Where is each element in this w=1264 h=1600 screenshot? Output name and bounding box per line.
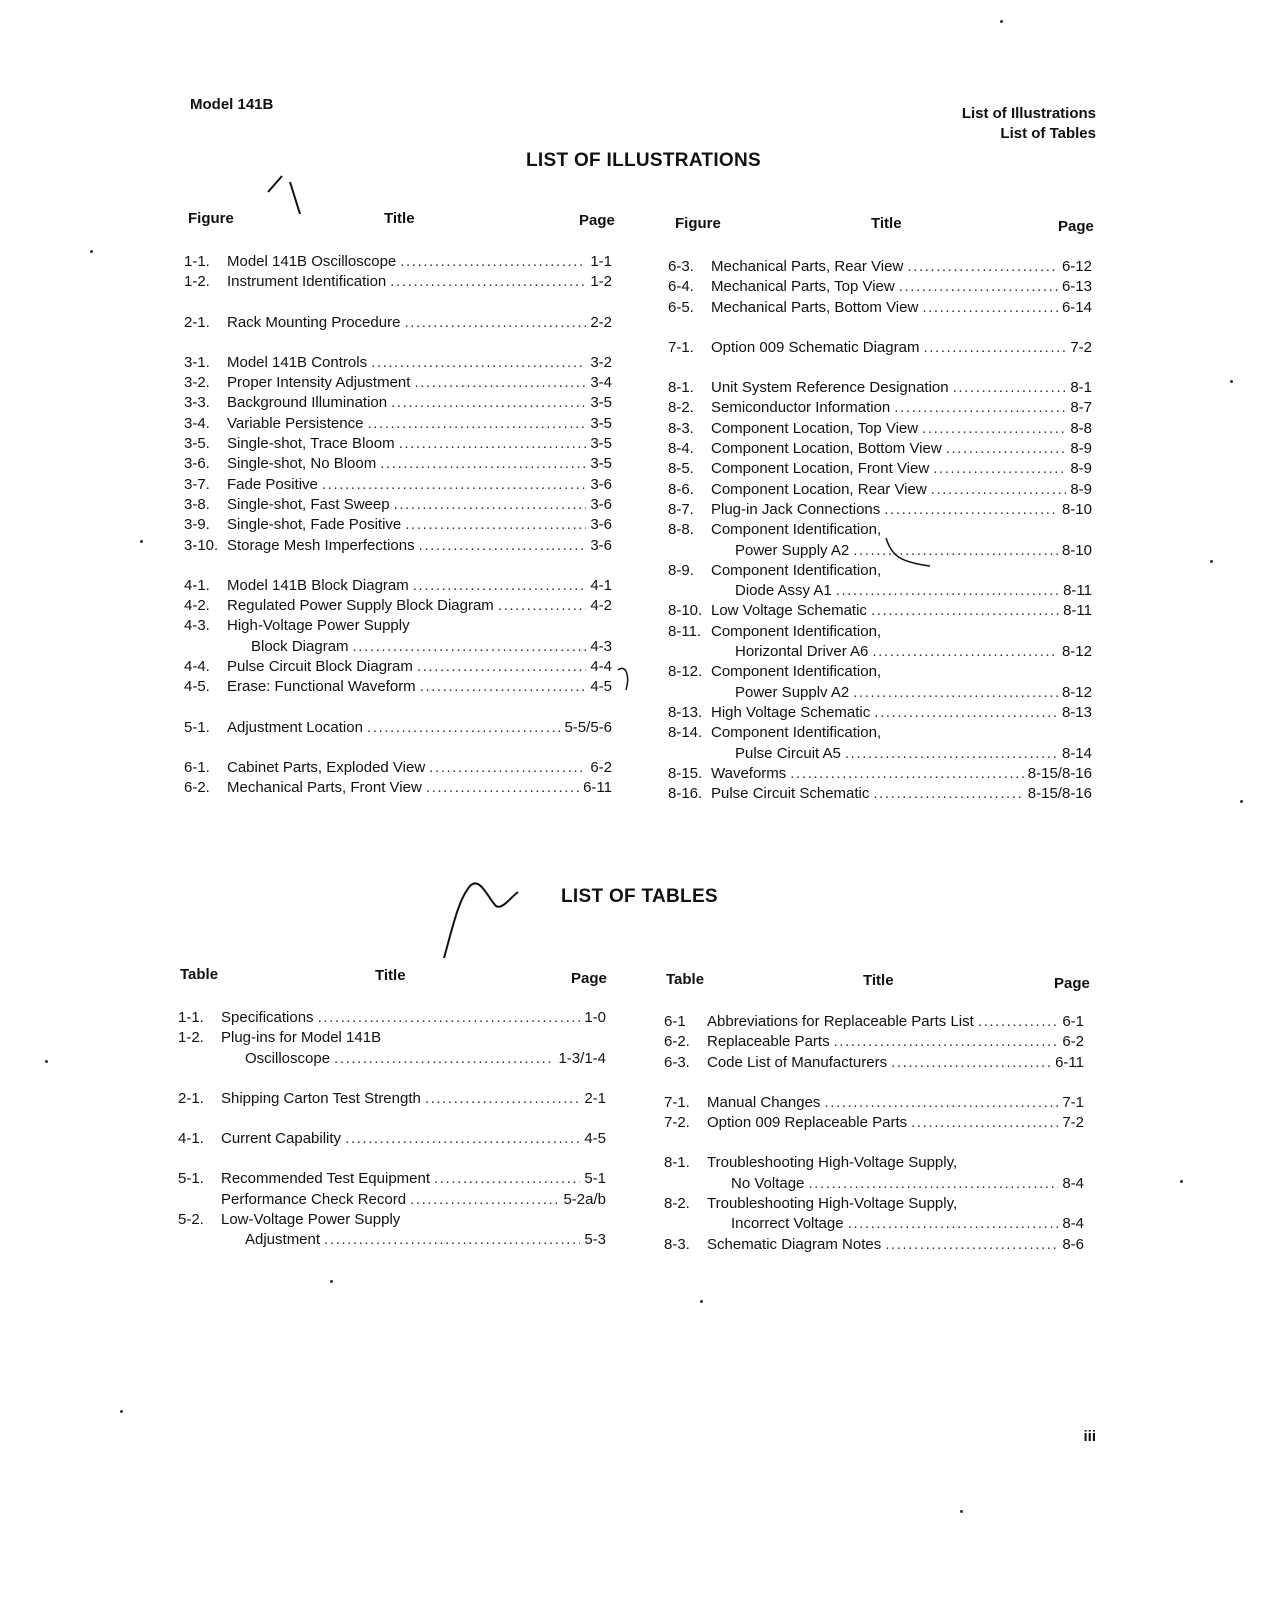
entry-number: 6-2. <box>184 779 210 797</box>
entry-title: Troubleshooting High-Voltage Supply, <box>707 1154 958 1172</box>
entry-title: Horizontal Driver A6 <box>735 643 869 661</box>
entry-page: 8-9 <box>1070 440 1092 458</box>
entry-number: 8-4. <box>668 440 694 458</box>
entry-page: 1-3/1-4 <box>558 1049 606 1067</box>
entry-page: 8-6 <box>1062 1235 1084 1253</box>
entry-number: 8-6. <box>668 480 694 498</box>
scan-speck <box>960 1510 963 1513</box>
entry-title: Incorrect Voltage <box>731 1215 844 1233</box>
tables-right-title-header: Title <box>863 972 894 989</box>
entry-number: 5-2. <box>178 1211 204 1229</box>
entry-title: Block Diagram <box>251 637 349 655</box>
tables-left-table-header: Table <box>180 966 219 983</box>
entry-number: 6-3. <box>664 1053 690 1071</box>
entry-title: Component Location, Rear View <box>711 480 927 498</box>
entry-number: 6-5. <box>668 298 694 316</box>
illustrations-heading: LIST OF ILLUSTRATIONS <box>526 150 761 171</box>
entry-page: 3-6 <box>590 495 612 513</box>
entry-page: 6-12 <box>1061 258 1092 275</box>
entry-number: 3-6. <box>184 455 210 473</box>
scan-speck <box>1230 380 1233 383</box>
entry-title: Regulated Power Supply Block Diagram <box>227 597 494 615</box>
entry-title: Recommended Test Equipment <box>221 1170 431 1188</box>
entry-title: Semiconductor Information <box>711 399 891 417</box>
entry-number: 8-11. <box>668 622 702 640</box>
entry-title: Replaceable Parts <box>707 1033 830 1051</box>
entry-page: 8-15/8-16 <box>1027 785 1092 803</box>
page-number: iii <box>1083 1428 1096 1445</box>
illus-left-figure-header: Figure <box>188 210 234 227</box>
entry-number: 8-9. <box>668 561 694 579</box>
illus-left-page-header: Page <box>579 212 615 229</box>
entry-title: Option 009 Schematic Diagram <box>711 338 920 356</box>
entry-title: Performance Check Record <box>221 1190 407 1208</box>
entry-page: 3-2 <box>590 353 612 371</box>
entry-page: 8-14 <box>1061 744 1092 762</box>
entry-title: Single-shot, Fast Sweep <box>227 495 390 513</box>
entry-page: 7-1 <box>1062 1093 1084 1111</box>
entry-title: Code List of Manufacturers <box>707 1053 888 1071</box>
entry-number: 3-10. <box>184 536 219 554</box>
entry-number: 3-9. <box>184 516 210 534</box>
scan-speck <box>1180 1180 1183 1183</box>
running-header-line-1: List of Illustrations <box>961 105 1096 122</box>
entry-title: Power Supply A2 <box>735 541 850 559</box>
entry-page: 6-14 <box>1061 298 1092 316</box>
entry-page: 1-0 <box>584 1009 606 1026</box>
entry-page: 7-2 <box>1070 338 1092 356</box>
entry-title: Adjustment Location <box>227 718 363 736</box>
entry-page: 5-5/5-6 <box>564 718 612 736</box>
entry-title: Model 141B Controls <box>227 353 368 371</box>
pen-mark-curve <box>444 883 518 958</box>
entry-number: 6-1. <box>184 758 210 776</box>
illus-right-page-header: Page <box>1058 218 1094 235</box>
entry-page: 8-10 <box>1061 541 1092 559</box>
tables-left-page-header: Page <box>571 970 607 987</box>
pen-mark-arrow <box>886 538 930 566</box>
entry-title: Troubleshooting High-Voltage Supply, <box>707 1195 958 1213</box>
entry-title: Abbreviations for Replaceable Parts List <box>707 1013 974 1030</box>
entry-page: 2-2 <box>590 313 612 331</box>
entry-page: 8-7 <box>1070 399 1092 417</box>
scan-speck <box>45 1060 48 1063</box>
entry-number: 3-5. <box>184 435 210 453</box>
entry-title: Component Identification, <box>711 622 882 640</box>
entry-number: 8-8. <box>668 521 694 539</box>
entry-page: 4-4 <box>590 658 612 676</box>
entry-page: 5-3 <box>584 1231 606 1249</box>
entry-title: Specifications <box>221 1009 314 1026</box>
entry-title: Fade Positive <box>227 475 318 493</box>
entry-page: 8-4 <box>1062 1174 1084 1192</box>
entry-page: 3-4 <box>590 374 612 392</box>
entry-number: 4-3. <box>184 617 210 635</box>
entry-number: 2-1. <box>184 313 210 331</box>
entry-number: 8-2. <box>664 1195 690 1213</box>
entry-title: No Voltage <box>731 1174 805 1192</box>
entry-title: Oscilloscope <box>245 1049 331 1067</box>
entry-number: 8-1. <box>664 1154 690 1172</box>
entry-page: 3-5 <box>590 455 612 473</box>
entry-page: 4-3 <box>590 637 612 655</box>
entry-number: 6-2. <box>664 1033 690 1051</box>
entry-number: 3-3. <box>184 394 210 412</box>
entry-number: 8-15. <box>668 764 703 782</box>
entry-title: Component Identification, <box>711 521 882 539</box>
entry-number: 8-3. <box>664 1235 690 1253</box>
entry-title: Mechanical Parts, Top View <box>711 278 895 296</box>
entry-title: Instrument Identification <box>227 273 387 291</box>
running-header-line-2: List of Tables <box>1000 125 1096 142</box>
entry-page: 7-2 <box>1062 1114 1084 1132</box>
entry-page: 6-2 <box>1062 1033 1084 1051</box>
entry-title: Schematic Diagram Notes <box>707 1235 882 1253</box>
entry-number: 3-8. <box>184 495 210 513</box>
entry-title: Mechanical Parts, Rear View <box>711 258 904 275</box>
entry-title: Diode Assy A1 <box>735 582 832 600</box>
entry-number: 7-1. <box>668 338 694 356</box>
entry-page: 3-5 <box>590 435 612 453</box>
entry-number: 4-2. <box>184 597 210 615</box>
entry-title: Component Identification, <box>711 663 882 681</box>
entry-number: 8-1. <box>668 379 694 397</box>
scan-speck <box>700 1300 703 1303</box>
entry-page: 8-15/8-16 <box>1027 764 1092 782</box>
entry-title: Pulse Circuit Block Diagram <box>227 658 413 676</box>
entry-page: 8-13 <box>1061 703 1092 721</box>
entry-title: High-Voltage Power Supply <box>227 617 410 635</box>
entry-page: 3-5 <box>590 414 612 432</box>
entry-number: 1-2. <box>184 273 210 291</box>
entry-title: High Voltage Schematic <box>711 703 871 721</box>
entry-number: 4-1. <box>184 576 210 594</box>
entry-title: Mechanical Parts, Front View <box>227 779 422 797</box>
entry-number: 1-1. <box>184 253 210 270</box>
entry-page: 8-9 <box>1070 460 1092 478</box>
entry-page: 1-1 <box>590 253 612 270</box>
entry-page: 1-2 <box>590 273 612 291</box>
entry-number: 8-3. <box>668 419 694 437</box>
scan-speck <box>330 1280 333 1283</box>
scan-speck <box>90 250 93 253</box>
entry-number: 4-5. <box>184 678 210 696</box>
entry-page: 8-9 <box>1070 480 1092 498</box>
entry-page: 8-1 <box>1070 379 1092 397</box>
entry-page: 4-2 <box>590 597 612 615</box>
entry-title: Rack Mounting Procedure <box>227 313 401 331</box>
entry-title: Variable Persistence <box>227 414 364 432</box>
entry-page: 3-6 <box>590 516 612 534</box>
entry-number: 6-4. <box>668 278 694 296</box>
entry-title: Component Location, Top View <box>711 419 919 437</box>
tables-right-table-header: Table <box>666 971 705 988</box>
entry-title: Waveforms <box>711 764 787 782</box>
entry-page: 8-4 <box>1062 1215 1084 1233</box>
entry-page: 8-12 <box>1061 683 1092 701</box>
entry-page: 3-6 <box>590 536 612 554</box>
entry-title: Model 141B Block Diagram <box>227 576 409 594</box>
entry-number: 8-7. <box>668 500 694 518</box>
tables-heading: LIST OF TABLES <box>561 886 718 907</box>
entry-number: 6-3. <box>668 258 694 275</box>
entry-page: 4-1 <box>590 576 612 594</box>
entry-page: 6-2 <box>590 758 612 776</box>
entry-number: 8-16. <box>668 785 703 803</box>
entry-page: 2-1 <box>584 1089 606 1107</box>
scan-speck <box>120 1410 123 1413</box>
entry-number: 2-1. <box>178 1089 204 1107</box>
entry-number: 8-10. <box>668 602 703 620</box>
pen-mark-tick <box>268 176 300 214</box>
entry-page: 6-11 <box>583 779 612 797</box>
entry-title: Proper Intensity Adjustment <box>227 374 411 392</box>
entry-number: 7-1. <box>664 1093 690 1111</box>
entry-number: 5-1. <box>184 718 210 736</box>
document-model-label: Model 141B <box>190 96 274 113</box>
tables-right-page-header: Page <box>1054 975 1090 992</box>
entry-number: 8-2. <box>668 399 694 417</box>
entry-page: 8-11 <box>1063 602 1092 620</box>
entry-number: 8-14. <box>668 724 703 742</box>
entry-title: Power Supplv A2 <box>735 683 850 701</box>
entry-number: 1-2. <box>178 1029 204 1047</box>
entry-page: 8-8 <box>1070 419 1092 437</box>
entry-page: 6-13 <box>1061 278 1092 296</box>
entry-title: Single-shot, Trace Bloom <box>227 435 395 453</box>
pen-mark-caret <box>618 668 628 690</box>
entry-title: Cabinet Parts, Exploded View <box>227 758 426 776</box>
entry-title: Manual Changes <box>707 1093 821 1111</box>
entry-page: 5-1 <box>584 1170 606 1188</box>
entry-title: Low-Voltage Power Supply <box>221 1211 401 1229</box>
entry-page: 4-5 <box>584 1130 606 1148</box>
entry-title: Current Capability <box>221 1130 342 1148</box>
entry-title: Plug-in Jack Connections <box>711 500 881 518</box>
entry-page: 8-11 <box>1063 582 1092 600</box>
entry-title: Shipping Carton Test Strength <box>221 1089 421 1107</box>
entry-page: 4-5 <box>590 678 612 696</box>
entry-page: 8-12 <box>1061 643 1092 661</box>
entry-number: 6-1 <box>664 1013 686 1030</box>
entry-number: 1-1. <box>178 1009 204 1026</box>
entry-title: Model 141B Oscilloscope <box>227 253 397 270</box>
scan-speck <box>140 540 143 543</box>
entry-title: Storage Mesh Imperfections <box>227 536 415 554</box>
entry-number: 7-2. <box>664 1114 690 1132</box>
illus-right-title-header: Title <box>871 215 902 232</box>
entry-title: Mechanical Parts, Bottom View <box>711 298 919 316</box>
entry-title: Component Location, Bottom View <box>711 440 942 458</box>
tables-left-title-header: Title <box>375 967 406 984</box>
entry-title: Component Identification, <box>711 724 882 742</box>
entry-page: 3-5 <box>590 394 612 412</box>
entry-title: Single-shot, No Bloom <box>227 455 377 473</box>
entry-number: 3-1. <box>184 353 210 371</box>
entry-number: 8-12. <box>668 663 703 681</box>
entry-number: 4-4. <box>184 658 210 676</box>
entry-number: 8-5. <box>668 460 694 478</box>
entry-page: 6-1 <box>1062 1013 1084 1030</box>
entry-number: 3-7. <box>184 475 210 493</box>
entry-title: Pulse Circuit A5 <box>735 744 841 762</box>
entry-title: Option 009 Replaceable Parts <box>707 1114 908 1132</box>
entry-page: 8-10 <box>1061 500 1092 518</box>
entry-title: Single-shot, Fade Positive <box>227 516 402 534</box>
scan-speck <box>1210 560 1213 563</box>
entry-title: Unit System Reference Designation <box>711 379 949 397</box>
entry-title: Background Illumination <box>227 394 388 412</box>
illus-left-title-header: Title <box>384 210 415 227</box>
entry-number: 5-1. <box>178 1170 204 1188</box>
entry-title: Adjustment <box>245 1231 321 1249</box>
entry-title: Component Identification, <box>711 561 882 579</box>
entry-number: 3-4. <box>184 414 210 432</box>
entry-page: 5-2a/b <box>563 1190 606 1208</box>
entry-title: Component Location, Front View <box>711 460 930 478</box>
entry-title: Pulse Circuit Schematic <box>711 785 870 803</box>
entry-page: 3-6 <box>590 475 612 493</box>
entry-number: 8-13. <box>668 703 703 721</box>
scan-speck <box>1000 20 1003 23</box>
scan-speck <box>1240 800 1243 803</box>
entry-title: Plug-ins for Model 141B <box>221 1029 382 1047</box>
entry-title: Erase: Functional Waveform <box>227 678 416 696</box>
entry-number: 4-1. <box>178 1130 204 1148</box>
entry-page: 6-11 <box>1055 1053 1084 1071</box>
entry-title: Low Voltage Schematic <box>711 602 867 620</box>
entry-number: 3-2. <box>184 374 210 392</box>
illus-right-figure-header: Figure <box>675 215 721 232</box>
